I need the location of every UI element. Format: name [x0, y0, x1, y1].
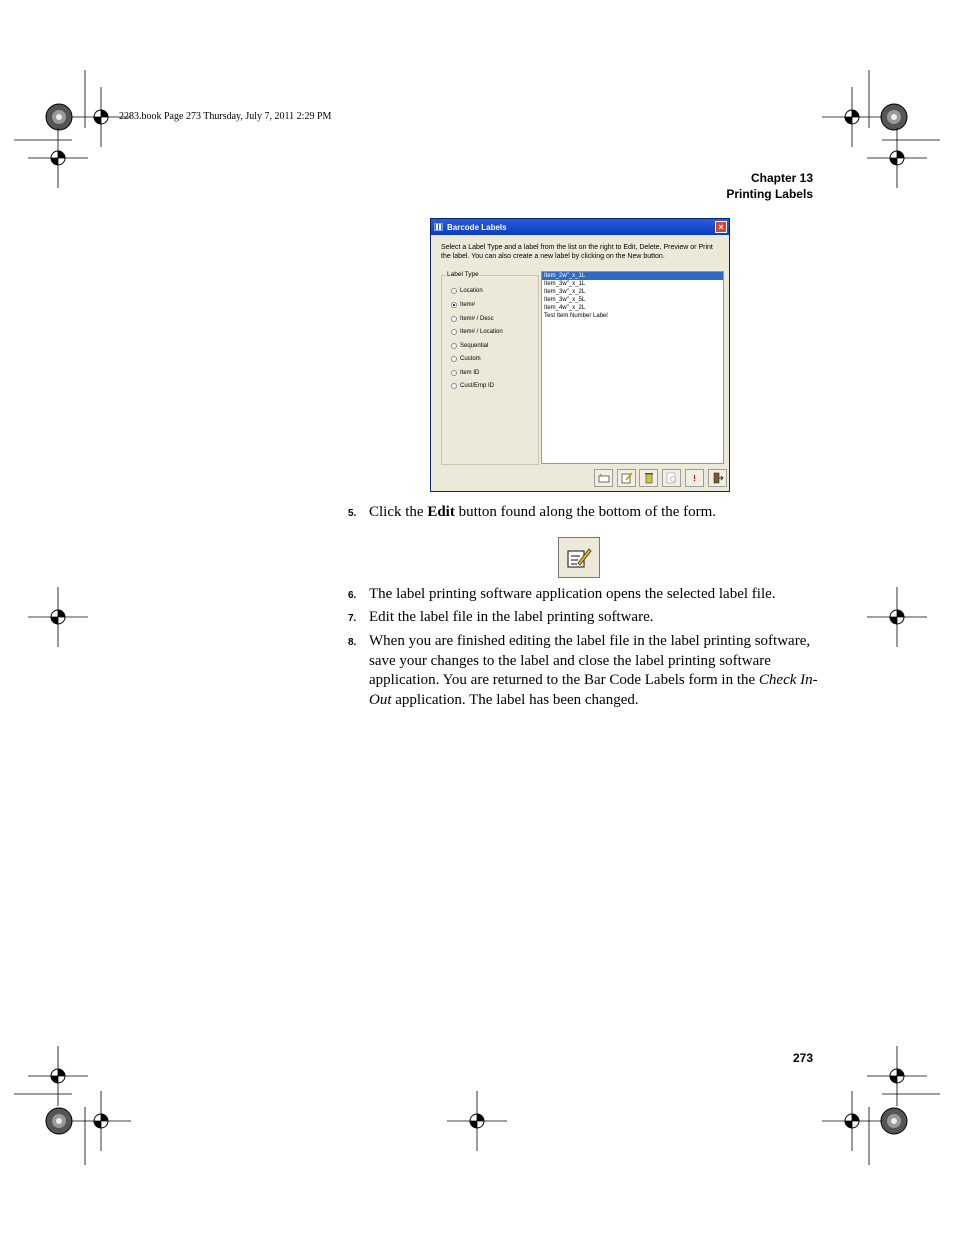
step-text: The label printing software application opens the selected label file. [369, 586, 776, 602]
list-item[interactable]: Item_3w"_x_1L [544, 281, 586, 287]
radio-circle [451, 288, 457, 294]
list-item[interactable]: Item_4w"_x_2L [544, 305, 586, 311]
radio-circle [451, 370, 457, 376]
radio-custom[interactable] [451, 356, 481, 362]
radio-label: Custom [460, 356, 481, 362]
exit-icon [712, 472, 724, 484]
edit-button-illustration [558, 537, 600, 578]
radio-item-id[interactable] [451, 370, 479, 376]
exit-button[interactable] [708, 469, 727, 487]
close-button[interactable]: × [715, 221, 727, 233]
radio-circle [451, 343, 457, 349]
print-button[interactable] [685, 469, 704, 487]
preview-button[interactable] [662, 469, 681, 487]
edit-icon [621, 472, 633, 484]
step-text: Click the Edit button found along the bottom of the form. [369, 504, 717, 520]
label-type-group [441, 271, 539, 465]
radio-cust-emp-id[interactable] [451, 383, 494, 389]
running-header-chapter: Chapter 13 [750, 171, 813, 185]
step-7 [348, 608, 818, 628]
running-header-section: Printing Labels [726, 187, 813, 201]
new-icon [598, 473, 610, 483]
radio-circle-selected [451, 302, 457, 308]
window-app-icon [434, 223, 443, 231]
radio-label: Sequential [460, 343, 489, 349]
radio-sequential[interactable] [451, 343, 488, 349]
step-number: 8. [348, 637, 357, 648]
edit-icon [566, 546, 592, 570]
list-item[interactable]: Item_3w"_x_5L [544, 297, 586, 303]
radio-item-number[interactable] [451, 302, 475, 308]
radio-label: Cust/Emp ID [460, 383, 495, 389]
group-label: Label Type [447, 271, 479, 278]
list-item[interactable]: Test Item Number Label [544, 313, 608, 319]
step-number: 7. [348, 613, 357, 624]
radio-label: Item# [460, 302, 476, 308]
list-item[interactable]: Item_2w"_x_1L [542, 272, 723, 280]
radio-label: Item# / Desc [460, 316, 494, 322]
edit-button[interactable] [617, 469, 636, 487]
delete-icon [644, 472, 654, 484]
radio-item-location[interactable] [451, 329, 503, 335]
step-number: 5. [348, 508, 357, 519]
radio-circle [451, 356, 457, 362]
new-button[interactable] [594, 469, 613, 487]
radio-item-desc[interactable] [451, 316, 494, 322]
list-item[interactable]: Item_3w"_x_2L [544, 289, 586, 295]
preview-icon [666, 472, 678, 484]
radio-label: Location [460, 288, 483, 294]
dialog-title: Barcode Labels [447, 222, 507, 232]
barcode-labels-dialog [430, 218, 730, 492]
radio-location[interactable] [451, 288, 483, 294]
step-8 [348, 632, 818, 710]
label-list[interactable] [541, 271, 724, 464]
radio-label: Item ID [460, 370, 480, 376]
exclamation-icon: ! [693, 473, 696, 483]
book-slug: 2283.book Page 273 Thursday, July 7, 2011 2:29 PM [119, 111, 332, 122]
page-number: 273 [792, 1051, 813, 1065]
step-6 [348, 585, 818, 605]
radio-circle [451, 329, 457, 335]
radio-circle [451, 316, 457, 322]
step-number: 6. [348, 590, 357, 601]
step-5 [348, 503, 818, 523]
step-text: When you are finished editing the label file in the label printing software, save your changes to the label and close the label printing software application. You are returned to the Bar Code Labels form in the Check In-Out application. The label has been changed. [369, 633, 818, 708]
radio-circle [451, 383, 457, 389]
radio-label: Item# / Location [460, 329, 503, 335]
dialog-titlebar [431, 219, 729, 235]
step-text: Edit the label file in the label printing software. [369, 609, 654, 625]
delete-button[interactable] [639, 469, 658, 487]
dialog-instructions: Select a Label Type and a label from the list on the right to Edit, Delete, Preview or Print the label. You can also create a new label by clicking on the New button. [441, 244, 713, 260]
